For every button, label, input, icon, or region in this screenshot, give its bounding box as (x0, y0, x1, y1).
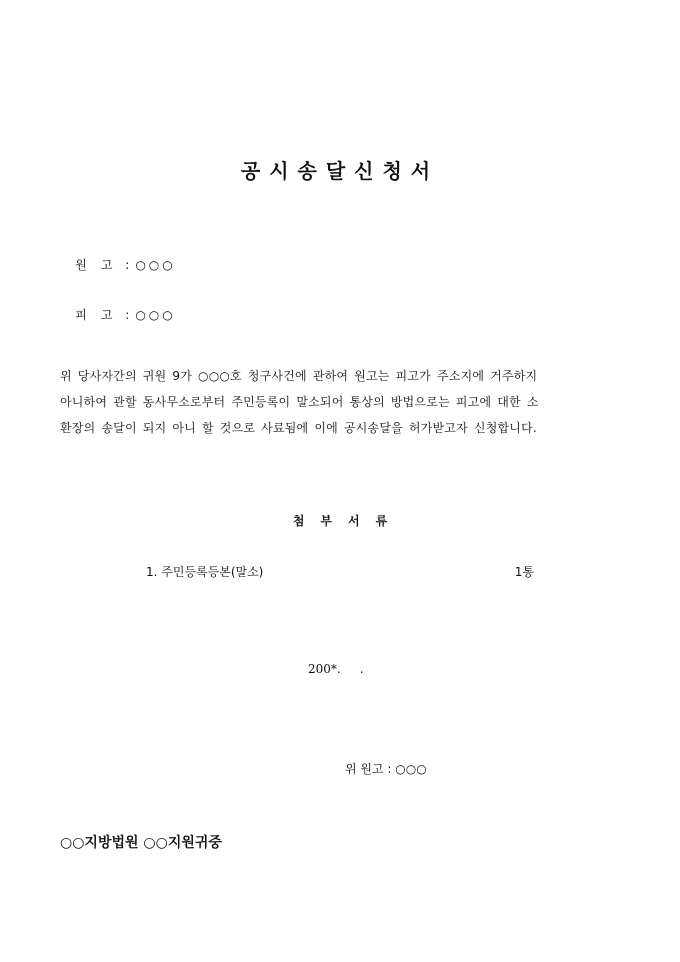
filing-date: 200*. . (308, 662, 364, 676)
defendant-line (60, 292, 176, 337)
petition-body (60, 363, 620, 441)
attachments-heading: 첨부서류 (292, 514, 404, 528)
petition-body-line-2: 아니하여 관할 동사무소로부터 주민등록이 말소되어 통상의 방법으로는 피고에 대한 소 (60, 395, 539, 409)
defendant-label: 피고 (75, 308, 127, 322)
attachment-item-name: 1. 주민등록등본(말소) (146, 565, 264, 579)
plaintiff-line (60, 242, 176, 287)
attachment-item (146, 563, 534, 580)
document-title: 공시송달신청서 (240, 159, 440, 183)
plaintiff-signature: 위 원고 : ○○○ (345, 762, 427, 776)
court-addressee: ○○지방법원 ○○지원귀중 (60, 835, 222, 851)
plaintiff-label: 원고 (75, 258, 127, 272)
petition-body-line-1: 위 당사자간의 귀원 9가 ○○○호 청구사건에 관하여 원고는 피고가 주소지에 거주하지 (60, 369, 538, 383)
defendant-separator: : (125, 308, 130, 322)
plaintiff-name: ○○○ (135, 258, 176, 272)
petition-body-line-3: 환장의 송달이 되지 아니 할 것으로 사료됨에 이에 공시송달을 허가받고자 신청합니다. (60, 421, 537, 435)
plaintiff-separator: : (125, 258, 130, 272)
defendant-name: ○○○ (135, 308, 176, 322)
attachment-item-count: 1통 (514, 565, 534, 579)
